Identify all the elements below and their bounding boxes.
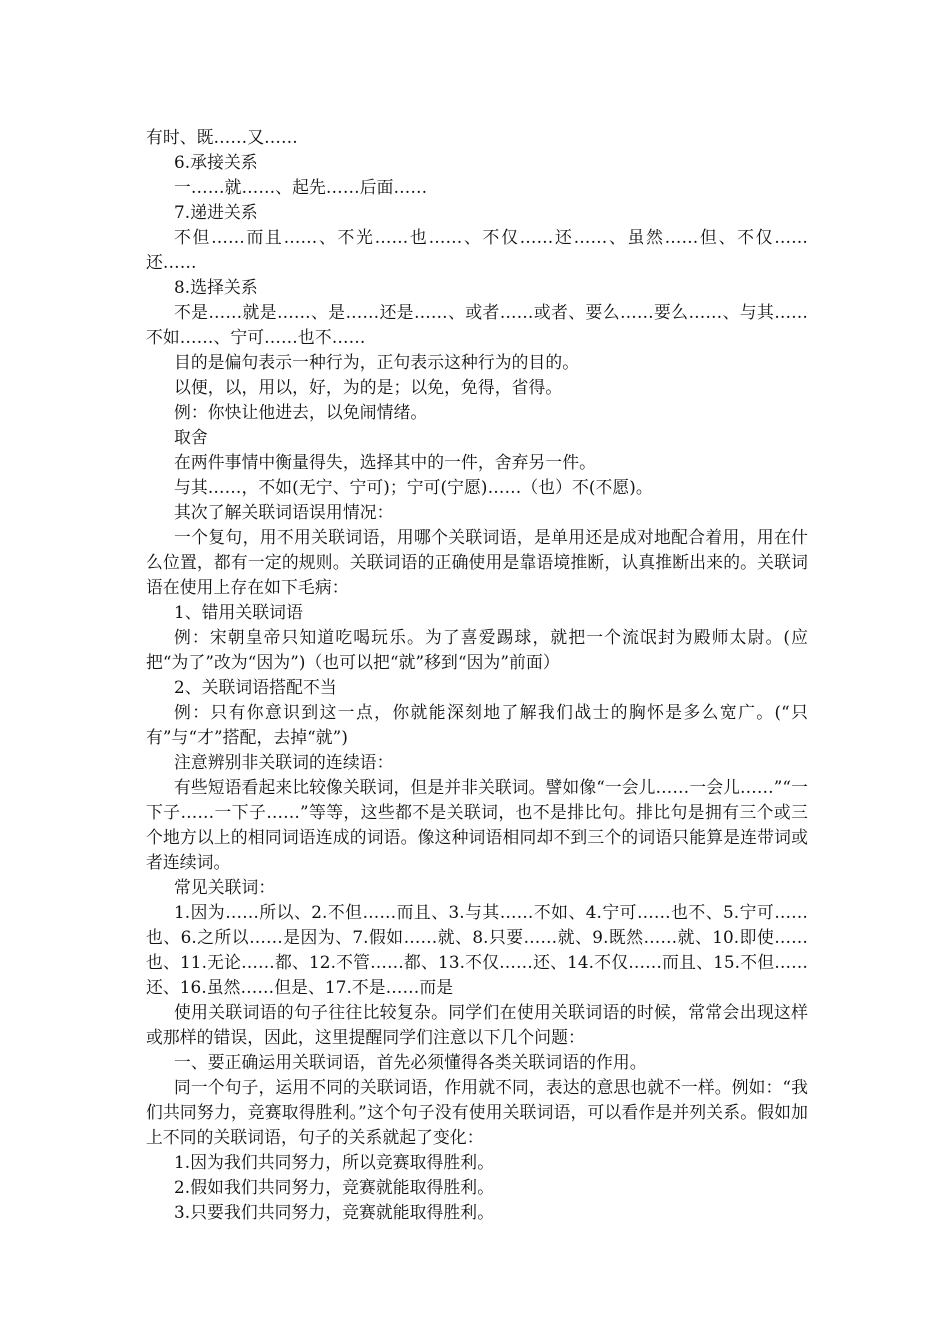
paragraph: 1.因为……所以、2.不但……而且、3.与其……不如、4.宁可……也不、5.宁可……也、6.之所以……是因为、7.假如……就、8.只要……就、9.既然……就、10.即使……也、11.无论……都、12.不管……都、13.不仅……还、14.不仅……而且、15.不但……还、16.虽然……但是、17.不是……而是	[146, 902, 808, 997]
paragraph: 常见关联词：	[174, 877, 276, 897]
paragraph: 1、错用关联词语	[174, 602, 303, 622]
paragraph: 一……就……、起先……后面……	[174, 177, 428, 197]
paragraph: 不是……就是……、是……还是……、或者……或者、要么……要么……、与其……不如……、宁可……也不……	[146, 302, 808, 347]
paragraph: 有些短语看起来比较像关联词，但是并非关联词。譬如像“一会儿……一会儿……”“一下子……一下子……”等等，这些都不是关联词，也不是排比句。排比句是拥有三个或三个地方以上的相同词语连成的词语。像这种词语相同却不到三个的词语只能算是连带词或者连续词。	[146, 777, 808, 872]
paragraph: 使用关联词语的句子往往比较复杂。同学们在使用关联词语的时候，常常会出现这样或那样的错误，因此，这里提醒同学们注意以下几个问题：	[146, 1002, 808, 1047]
paragraph: 以便，以，用以，好，为的是；以免，免得，省得。	[174, 377, 563, 397]
paragraph: 2、关联词语搭配不当	[174, 677, 337, 697]
paragraph: 一、要正确运用关联词语，首先必须懂得各类关联词语的作用。	[174, 1052, 647, 1072]
paragraph: 1.因为我们共同努力，所以竞赛取得胜利。	[174, 1152, 495, 1172]
paragraph: 不但……而且……、不光……也……、不仅……还……、虽然……但、不仅……还……	[146, 227, 808, 272]
paragraph: 有时、既……又……	[146, 127, 298, 147]
paragraph: 与其……，不如(无宁、宁可)；宁可(宁愿)……（也）不(不愿)。	[174, 477, 653, 497]
paragraph: 3.只要我们共同努力，竞赛就能取得胜利。	[174, 1202, 495, 1222]
paragraph: 注意辨别非关联词的连续语：	[174, 752, 394, 772]
paragraph: 例：你快让他进去，以免闹情绪。	[174, 402, 428, 422]
paragraph: 6.承接关系	[174, 152, 258, 172]
paragraph: 目的是偏句表示一种行为，正句表示这种行为的目的。	[174, 352, 580, 372]
paragraph: 2.假如我们共同努力，竞赛就能取得胜利。	[174, 1177, 495, 1197]
document-body	[146, 125, 808, 1225]
paragraph: 8.选择关系	[174, 277, 258, 297]
paragraph: 7.递进关系	[174, 202, 258, 222]
paragraph: 取舍	[174, 427, 208, 447]
paragraph: 例：宋朝皇帝只知道吃喝玩乐。为了喜爱踢球，就把一个流氓封为殿师太尉。(应把“为了”改为“因为”)（也可以把“就”移到“因为”前面）	[146, 627, 808, 672]
paragraph: 一个复句，用不用关联词语，用哪个关联词语，是单用还是成对地配合着用，用在什么位置，都有一定的规则。关联词语的正确使用是靠语境推断，认真推断出来的。关联词语在使用上存在如下毛病：	[146, 527, 808, 597]
paragraph: 同一个句子，运用不同的关联词语，作用就不同，表达的意思也就不一样。例如：“我们共同努力，竞赛取得胜利。”这个句子没有使用关联词语，可以看作是并列关系。假如加上不同的关联词语，句子的关系就起了变化：	[146, 1077, 808, 1147]
paragraph: 在两件事情中衡量得失，选择其中的一件，舍弃另一件。	[174, 452, 597, 472]
paragraph: 其次了解关联词语误用情况：	[174, 502, 394, 522]
paragraph: 例：只有你意识到这一点，你就能深刻地了解我们战士的胸怀是多么宽广。(“只有”与“才”搭配，去掉“就”)	[146, 702, 808, 747]
